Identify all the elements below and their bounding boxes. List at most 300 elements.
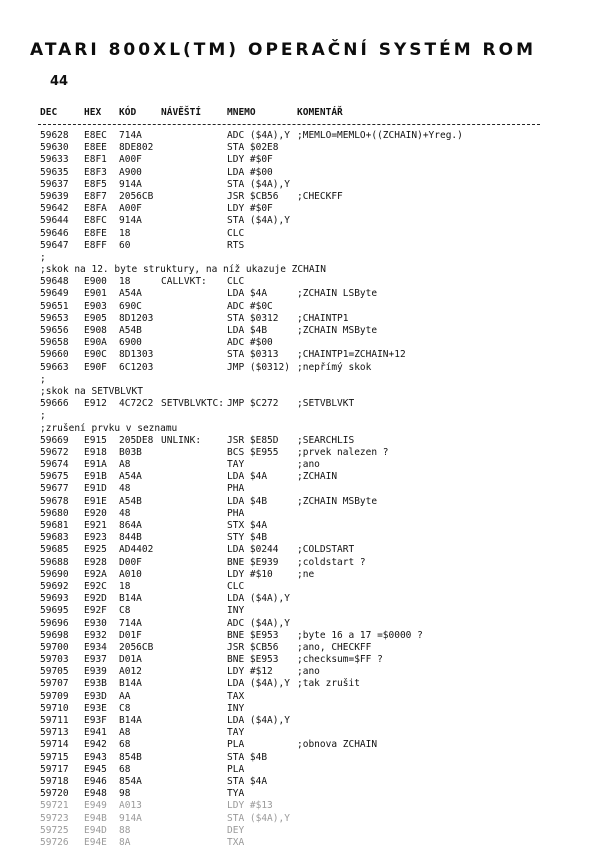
mnemonic: LDY #$0F bbox=[227, 154, 273, 166]
hex-address: E923 bbox=[84, 532, 107, 544]
hex-address: E945 bbox=[84, 763, 107, 775]
listing-row bbox=[0, 739, 600, 751]
listing-row bbox=[0, 837, 600, 849]
listing-row bbox=[0, 642, 600, 654]
dec-address: 59675 bbox=[40, 471, 69, 483]
hex-address: E92C bbox=[84, 580, 107, 592]
listing-row bbox=[0, 301, 600, 313]
listing-row bbox=[0, 764, 600, 776]
dec-address: 59715 bbox=[40, 751, 69, 763]
opcode-bytes: 914A bbox=[119, 215, 142, 227]
comment: ;CHECKFF bbox=[297, 190, 343, 202]
opcode-bytes: 690C bbox=[119, 300, 142, 312]
hex-address: E8F3 bbox=[84, 166, 107, 178]
opcode-bytes: D01F bbox=[119, 629, 142, 641]
hex-address: E8FC bbox=[84, 215, 107, 227]
comment-text: ; bbox=[40, 251, 46, 263]
opcode-bytes: A8 bbox=[119, 459, 131, 471]
dec-address: 59683 bbox=[40, 532, 69, 544]
mnemonic: CLC bbox=[227, 276, 245, 288]
dec-address: 59711 bbox=[40, 715, 69, 726]
comment-text: ; bbox=[40, 410, 46, 422]
mnemonic: LDY #$13 bbox=[227, 800, 273, 812]
comment: ;CHAINTP1=ZCHAIN+12 bbox=[297, 349, 406, 361]
comment-text: ; bbox=[40, 373, 46, 385]
hex-address: E8FE bbox=[84, 227, 107, 239]
opcode-bytes: B03B bbox=[119, 446, 142, 458]
opcode-bytes: 8A bbox=[119, 836, 131, 848]
mnemonic: JSR $E85D bbox=[227, 434, 279, 446]
listing-row bbox=[0, 532, 600, 544]
opcode-bytes: A010 bbox=[119, 568, 142, 580]
opcode-bytes: 2056CB bbox=[119, 190, 154, 202]
label: CALLVKT: bbox=[161, 276, 207, 288]
dec-address: 59714 bbox=[40, 739, 69, 751]
comment-line bbox=[0, 423, 600, 435]
mnemonic: STA ($4A),Y bbox=[227, 812, 290, 824]
comment: ;SEARCHLIS bbox=[297, 434, 355, 446]
listing-row bbox=[0, 630, 600, 642]
mnemonic: STA $0313 bbox=[227, 349, 279, 361]
dec-address: 59695 bbox=[40, 605, 69, 617]
comment: ;byte 16 a 17 =$0000 ? bbox=[297, 629, 423, 641]
opcode-bytes: 4C72C2 bbox=[119, 398, 154, 410]
dec-address: 59696 bbox=[40, 617, 69, 629]
listing-row bbox=[0, 228, 600, 240]
mnemonic: ADC ($4A),Y bbox=[227, 130, 290, 141]
opcode-bytes: 18 bbox=[119, 276, 131, 288]
dec-address: 59646 bbox=[40, 227, 69, 239]
dec-address: 59707 bbox=[40, 678, 69, 690]
mnemonic: BNE $E939 bbox=[227, 556, 279, 568]
opcode-bytes: C8 bbox=[119, 702, 131, 714]
listing-row bbox=[0, 788, 600, 800]
dec-address: 59677 bbox=[40, 483, 69, 495]
listing-row bbox=[0, 618, 600, 630]
mnemonic: LDA $0244 bbox=[227, 544, 279, 556]
hex-address: E8EC bbox=[84, 130, 107, 141]
dec-address: 59666 bbox=[40, 398, 69, 410]
comment: ;tak zrušit bbox=[297, 678, 360, 690]
opcode-bytes: 48 bbox=[119, 483, 131, 495]
dec-address: 59660 bbox=[40, 349, 69, 361]
mnemonic: LDY #$10 bbox=[227, 568, 273, 580]
mnemonic: STA $0312 bbox=[227, 312, 279, 324]
comment: ;ano bbox=[297, 459, 320, 471]
dec-address: 59651 bbox=[40, 300, 69, 312]
mnemonic: STA $4A bbox=[227, 775, 268, 787]
hex-address: E92A bbox=[84, 568, 107, 580]
listing-row bbox=[0, 508, 600, 520]
listing-row bbox=[0, 691, 600, 703]
mnemonic: PLA bbox=[227, 739, 245, 751]
dec-address: 59649 bbox=[40, 288, 69, 300]
opcode-bytes: AD4402 bbox=[119, 544, 154, 556]
comment-line bbox=[0, 264, 600, 276]
comment: ;ano, CHECKFF bbox=[297, 641, 372, 653]
opcode-bytes: 98 bbox=[119, 788, 131, 800]
hex-address: E903 bbox=[84, 300, 107, 312]
hex-address: E92D bbox=[84, 593, 107, 605]
mnemonic: TXA bbox=[227, 836, 245, 848]
listing-row bbox=[0, 727, 600, 739]
hex-address: E915 bbox=[84, 434, 107, 446]
opcode-bytes: A900 bbox=[119, 166, 142, 178]
dec-address: 59642 bbox=[40, 203, 69, 215]
dec-address: 59630 bbox=[40, 142, 69, 154]
opcode-bytes: A012 bbox=[119, 666, 142, 678]
dec-address: 59647 bbox=[40, 239, 69, 251]
listing-row bbox=[0, 605, 600, 617]
opcode-bytes: 18 bbox=[119, 227, 131, 239]
opcode-bytes: 8D1303 bbox=[119, 349, 154, 361]
listing-row bbox=[0, 447, 600, 459]
dec-address: 59718 bbox=[40, 775, 69, 787]
opcode-bytes: 844B bbox=[119, 532, 142, 544]
listing-row bbox=[0, 703, 600, 715]
hex-address: E91A bbox=[84, 459, 107, 471]
comment-line bbox=[0, 410, 600, 422]
listing-row bbox=[0, 825, 600, 837]
dec-address: 59703 bbox=[40, 654, 69, 666]
hex-address: E942 bbox=[84, 739, 107, 751]
listing-row bbox=[0, 240, 600, 252]
hex-address: E946 bbox=[84, 775, 107, 787]
mnemonic: PHA bbox=[227, 507, 245, 519]
listing-row bbox=[0, 581, 600, 593]
hex-address: E948 bbox=[84, 788, 107, 800]
opcode-bytes: A54A bbox=[119, 288, 142, 300]
comment: ;ZCHAIN bbox=[297, 471, 338, 483]
label: UNLINK: bbox=[161, 434, 202, 446]
listing-row bbox=[0, 215, 600, 227]
hex-address: E921 bbox=[84, 520, 107, 531]
hex-address: E905 bbox=[84, 312, 107, 324]
listing-row bbox=[0, 203, 600, 215]
listing-row bbox=[0, 398, 600, 410]
hex-address: E925 bbox=[84, 544, 107, 556]
hex-address: E8FF bbox=[84, 239, 107, 251]
comment-line bbox=[0, 252, 600, 264]
hex-address: E8F1 bbox=[84, 154, 107, 166]
mnemonic: JMP $C272 bbox=[227, 398, 279, 410]
dec-address: 59720 bbox=[40, 788, 69, 800]
hex-address: E92F bbox=[84, 605, 107, 617]
listing-row bbox=[0, 813, 600, 825]
hex-address: E918 bbox=[84, 446, 107, 458]
opcode-bytes: 205DE8 bbox=[119, 434, 154, 446]
dec-address: 59700 bbox=[40, 641, 69, 653]
comment: ;nepřímý skok bbox=[297, 361, 372, 373]
comment: ;SETVBLVKT bbox=[297, 398, 355, 410]
comment: ;ZCHAIN LSByte bbox=[297, 288, 378, 300]
opcode-bytes: 914A bbox=[119, 178, 142, 190]
opcode-bytes: B14A bbox=[119, 678, 142, 690]
listing-row bbox=[0, 520, 600, 532]
listing-row bbox=[0, 776, 600, 788]
comment: ;COLDSTART bbox=[297, 544, 355, 556]
hex-address: E901 bbox=[84, 288, 107, 300]
hex-address: E93E bbox=[84, 702, 107, 714]
opcode-bytes: D01A bbox=[119, 654, 142, 666]
mnemonic: TYA bbox=[227, 788, 245, 800]
mnemonic: STA $4B bbox=[227, 751, 268, 763]
comment: ;checksum=$FF ? bbox=[297, 654, 383, 666]
mnemonic: JSR $CB56 bbox=[227, 641, 279, 653]
mnemonic: DEY bbox=[227, 824, 245, 836]
listing-row bbox=[0, 313, 600, 325]
opcode-bytes: 68 bbox=[119, 739, 131, 751]
dec-address: 59635 bbox=[40, 166, 69, 178]
mnemonic: INY bbox=[227, 702, 245, 714]
hex-address: E920 bbox=[84, 507, 107, 519]
comment: ;coldstart ? bbox=[297, 556, 366, 568]
dec-address: 59639 bbox=[40, 190, 69, 202]
dec-address: 59698 bbox=[40, 629, 69, 641]
mnemonic: STA ($4A),Y bbox=[227, 215, 290, 227]
hex-address: E90C bbox=[84, 349, 107, 361]
listing-row bbox=[0, 179, 600, 191]
listing-row bbox=[0, 544, 600, 556]
header-kod: KÓD bbox=[119, 107, 137, 118]
opcode-bytes: A54B bbox=[119, 325, 142, 336]
header-navesti: NÁVĚŠTÍ bbox=[161, 107, 202, 118]
page-title: ATARI 800XL(TM) OPERAČNÍ SYSTÉM ROM bbox=[30, 40, 537, 60]
listing-row bbox=[0, 362, 600, 374]
opcode-bytes: C8 bbox=[119, 605, 131, 617]
mnemonic: JSR $CB56 bbox=[227, 190, 279, 202]
hex-address: E949 bbox=[84, 800, 107, 812]
listing-row bbox=[0, 715, 600, 727]
hex-address: E8F7 bbox=[84, 190, 107, 202]
hex-address: E90F bbox=[84, 361, 107, 373]
dec-address: 59678 bbox=[40, 495, 69, 507]
opcode-bytes: D00F bbox=[119, 556, 142, 568]
page-number: 44 bbox=[50, 74, 69, 89]
comment: ;obnova ZCHAIN bbox=[297, 739, 378, 751]
hex-address: E93D bbox=[84, 690, 107, 702]
opcode-bytes: 18 bbox=[119, 580, 131, 592]
hex-address: E937 bbox=[84, 654, 107, 666]
mnemonic: LDA ($4A),Y bbox=[227, 678, 290, 690]
hex-address: E928 bbox=[84, 556, 107, 568]
opcode-bytes: A00F bbox=[119, 203, 142, 215]
hex-address: E8EE bbox=[84, 142, 107, 154]
mnemonic: STA $02E8 bbox=[227, 142, 279, 154]
hex-address: E93B bbox=[84, 678, 107, 690]
mnemonic: BCS $E955 bbox=[227, 446, 279, 458]
dec-address: 59693 bbox=[40, 593, 69, 605]
opcode-bytes: 68 bbox=[119, 763, 131, 775]
mnemonic: BNE $E953 bbox=[227, 629, 279, 641]
opcode-bytes: A013 bbox=[119, 800, 142, 812]
listing-row bbox=[0, 557, 600, 569]
listing-row bbox=[0, 593, 600, 605]
opcode-bytes: A8 bbox=[119, 727, 131, 739]
header-dec: DEC bbox=[40, 107, 58, 118]
dec-address: 59672 bbox=[40, 446, 69, 458]
listing-row bbox=[0, 569, 600, 581]
hex-address: E94B bbox=[84, 812, 107, 824]
mnemonic: BNE $E953 bbox=[227, 654, 279, 666]
mnemonic: ADC #$0C bbox=[227, 300, 273, 312]
listing-row bbox=[0, 349, 600, 361]
dec-address: 59723 bbox=[40, 812, 69, 824]
listing-row bbox=[0, 496, 600, 508]
opcode-bytes: 88 bbox=[119, 824, 131, 836]
listing-row bbox=[0, 337, 600, 349]
opcode-bytes: 60 bbox=[119, 239, 131, 251]
comment: ;prvek nalezen ? bbox=[297, 446, 389, 458]
opcode-bytes: 854A bbox=[119, 775, 142, 787]
listing-row bbox=[0, 752, 600, 764]
hex-address: E934 bbox=[84, 641, 107, 653]
opcode-bytes: 2056CB bbox=[119, 641, 154, 653]
hex-address: E91D bbox=[84, 483, 107, 495]
dec-address: 59717 bbox=[40, 763, 69, 775]
mnemonic: TAX bbox=[227, 690, 245, 702]
hex-address: E939 bbox=[84, 666, 107, 678]
hex-address: E900 bbox=[84, 276, 107, 288]
dec-address: 59688 bbox=[40, 556, 69, 568]
listing-row bbox=[0, 800, 600, 812]
opcode-bytes: 864A bbox=[119, 520, 142, 531]
comment: ;ZCHAIN MSByte bbox=[297, 325, 378, 336]
opcode-bytes: 6C1203 bbox=[119, 361, 154, 373]
dec-address: 59633 bbox=[40, 154, 69, 166]
opcode-bytes: 8DE802 bbox=[119, 142, 154, 154]
hex-address: E93F bbox=[84, 715, 107, 726]
listing-row bbox=[0, 435, 600, 447]
listing-row bbox=[0, 483, 600, 495]
listing-row bbox=[0, 678, 600, 690]
header-divider bbox=[38, 124, 540, 125]
mnemonic: LDA ($4A),Y bbox=[227, 593, 290, 605]
mnemonic: INY bbox=[227, 605, 245, 617]
dec-address: 59710 bbox=[40, 702, 69, 714]
listing-row bbox=[0, 142, 600, 154]
hex-address: E932 bbox=[84, 629, 107, 641]
comment-line bbox=[0, 386, 600, 398]
listing-row bbox=[0, 654, 600, 666]
opcode-bytes: 714A bbox=[119, 130, 142, 141]
hex-address: E8FA bbox=[84, 203, 107, 215]
comment-text: ;zrušení prvku v seznamu bbox=[40, 422, 178, 434]
hex-address: E943 bbox=[84, 751, 107, 763]
comment-text: ;skok na 12. byte struktury, na níž ukazuje ZCHAIN bbox=[40, 264, 326, 276]
dec-address: 59725 bbox=[40, 824, 69, 836]
hex-address: E94D bbox=[84, 824, 107, 836]
mnemonic: TAY bbox=[227, 727, 245, 739]
comment: ;ano bbox=[297, 666, 320, 678]
hex-address: E908 bbox=[84, 325, 107, 336]
hex-address: E8F5 bbox=[84, 178, 107, 190]
dec-address: 59669 bbox=[40, 434, 69, 446]
mnemonic: PHA bbox=[227, 483, 245, 495]
mnemonic: LDA ($4A),Y bbox=[227, 715, 290, 726]
listing-row bbox=[0, 276, 600, 288]
hex-address: E91B bbox=[84, 471, 107, 483]
mnemonic: LDA $4A bbox=[227, 471, 268, 483]
mnemonic: LDY #$12 bbox=[227, 666, 273, 678]
mnemonic: JMP ($0312) bbox=[227, 361, 290, 373]
hex-address: E91E bbox=[84, 495, 107, 507]
dec-address: 59644 bbox=[40, 215, 69, 227]
listing-row bbox=[0, 666, 600, 678]
column-headers bbox=[0, 107, 600, 123]
hex-address: E94E bbox=[84, 836, 107, 848]
hex-address: E930 bbox=[84, 617, 107, 629]
opcode-bytes: B14A bbox=[119, 593, 142, 605]
opcode-bytes: 914A bbox=[119, 812, 142, 824]
dec-address: 59648 bbox=[40, 276, 69, 288]
mnemonic: STX $4A bbox=[227, 520, 268, 531]
dec-address: 59681 bbox=[40, 520, 69, 531]
mnemonic: ADC #$00 bbox=[227, 337, 273, 349]
listing-row bbox=[0, 191, 600, 203]
mnemonic: LDA $4A bbox=[227, 288, 268, 300]
dec-address: 59628 bbox=[40, 130, 69, 141]
mnemonic: PLA bbox=[227, 763, 245, 775]
mnemonic: LDA $4B bbox=[227, 495, 268, 507]
opcode-bytes: A54B bbox=[119, 495, 142, 507]
dec-address: 59726 bbox=[40, 836, 69, 848]
dec-address: 59705 bbox=[40, 666, 69, 678]
opcode-bytes: A54A bbox=[119, 471, 142, 483]
label: SETVBLVKTC: bbox=[161, 398, 224, 410]
dec-address: 59685 bbox=[40, 544, 69, 556]
listing-row bbox=[0, 471, 600, 483]
header-komentar: KOMENTÁŘ bbox=[297, 107, 343, 118]
listing-row bbox=[0, 154, 600, 166]
hex-address: E941 bbox=[84, 727, 107, 739]
mnemonic: CLC bbox=[227, 227, 245, 239]
dec-address: 59713 bbox=[40, 727, 69, 739]
comment-text: ;skok na SETVBLVKT bbox=[40, 385, 143, 397]
listing-row bbox=[0, 130, 600, 142]
header-mnemo: MNEMO bbox=[227, 107, 256, 118]
hex-address: E912 bbox=[84, 398, 107, 410]
comment: ;ZCHAIN MSByte bbox=[297, 495, 378, 507]
listing-body bbox=[0, 130, 600, 849]
dec-address: 59680 bbox=[40, 507, 69, 519]
opcode-bytes: AA bbox=[119, 690, 131, 702]
opcode-bytes: 48 bbox=[119, 507, 131, 519]
mnemonic: LDY #$0F bbox=[227, 203, 273, 215]
opcode-bytes: B14A bbox=[119, 715, 142, 726]
dec-address: 59663 bbox=[40, 361, 69, 373]
dec-address: 59656 bbox=[40, 325, 69, 336]
mnemonic: LDA #$00 bbox=[227, 166, 273, 178]
opcode-bytes: A00F bbox=[119, 154, 142, 166]
mnemonic: STY $4B bbox=[227, 532, 268, 544]
comment-line bbox=[0, 374, 600, 386]
comment: ;ne bbox=[297, 568, 315, 580]
dec-address: 59674 bbox=[40, 459, 69, 471]
mnemonic: RTS bbox=[227, 239, 245, 251]
dec-address: 59709 bbox=[40, 690, 69, 702]
listing-row bbox=[0, 167, 600, 179]
mnemonic: TAY bbox=[227, 459, 245, 471]
comment: ;CHAINTP1 bbox=[297, 312, 349, 324]
listing-row bbox=[0, 325, 600, 337]
opcode-bytes: 714A bbox=[119, 617, 142, 629]
dec-address: 59690 bbox=[40, 568, 69, 580]
dec-address: 59721 bbox=[40, 800, 69, 812]
mnemonic: STA ($4A),Y bbox=[227, 178, 290, 190]
mnemonic: LDA $4B bbox=[227, 325, 268, 336]
mnemonic: CLC bbox=[227, 580, 245, 592]
